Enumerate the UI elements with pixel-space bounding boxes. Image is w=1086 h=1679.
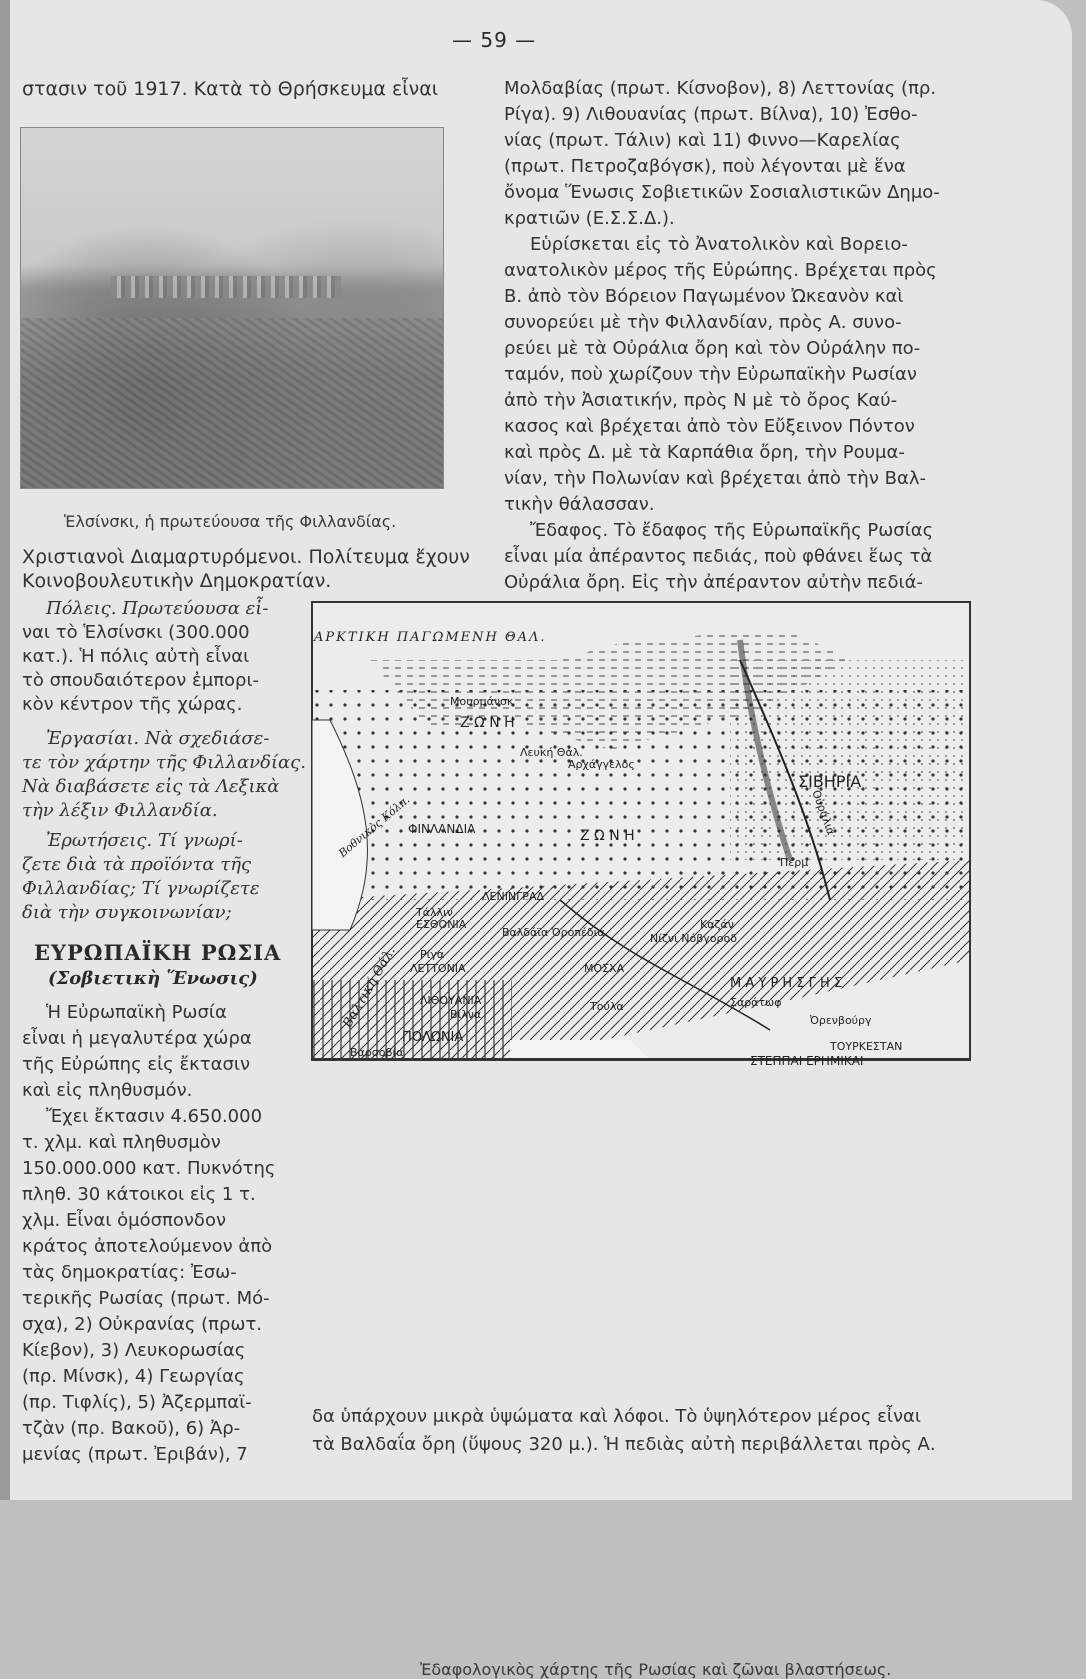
map-label-valdai: Βαλδάϊα Ὀροπέδια [502,926,605,939]
erotiseis-line: Ἐρωτήσεις. Τί γνωρί- [46,830,243,851]
map-label-perm: Πέρμ [780,856,809,869]
left-paragraph-line: Κοινοβουλευτικὴν Δημοκρατίαν. [22,570,332,592]
body-line: τ. χλμ. καὶ πληθυσμὸν [22,1132,221,1153]
photo-shoreline [21,318,443,488]
map-label-siberia: ΣΙΒΗΡΙΑ [798,772,862,791]
map-label-lithuania: ΛΙΘΟΥΑΝΙΑ [420,994,482,1007]
body-line: κράτος ἀποτελούμενον ἀπὸ [22,1236,273,1257]
right-line: Εὑρίσκεται εἰς τὸ Ἀνατολικὸν καὶ Βορειο- [530,234,908,255]
poleis-line: κατ.). Ἡ πόλις αὐτὴ εἶναι [22,646,250,667]
right-line: συνορεύει μὲ τὴν Φιλλανδίαν, πρὸς Α. συνο- [504,312,902,333]
body-line: τερικῆς Ρωσίας (πρωτ. Μό- [22,1288,270,1309]
page-number: — 59 — [452,28,537,52]
right-line: ἀπὸ τὴν Ἀσιατικήν, πρὸς Ν μὲ τὸ ὄρος Καύ- [504,390,898,411]
map-label-tallinn: Τάλλιν [416,906,453,919]
map-label-poland: ΠΟΛΩΝΙΑ [402,1030,464,1045]
section-subheading: (Σοβιετικὴ Ἕνωσις) [48,968,258,989]
ergasiai-line: Ἐργασίαι. Νὰ σχεδιάσε- [46,728,270,749]
right-line: εἶναι μία ἀπέραντος πεδιάς, ποὺ φθάνει ἕως τὰ [504,546,933,567]
body-line: Κίεβον), 3) Λευκορωσίας [22,1340,246,1361]
body-line: εἶναι ἡ μεγαλυτέρα χώρα [22,1028,252,1049]
right-bottom-line: δα ὑπάρχουν μικρὰ ὑψώματα καὶ λόφοι. Τὸ ὑψηλότερον μέρος εἶναι [312,1406,921,1427]
map-label-nizhni: Νίζνι Νόβγοροδ [650,932,737,945]
body-line: σχα), 2) Οὐκρανίας (πρωτ. [22,1314,263,1335]
body-line: Ἔχει ἔκτασιν 4.650.000 [46,1106,263,1127]
body-line: τζὰν (πρ. Βακοῦ), 6) Ἀρ- [22,1418,241,1439]
body-line: τὰς δημοκρατίας: Ἐσω- [22,1262,237,1283]
body-line: πληθ. 30 κάτοικοι εἰς 1 τ. [22,1184,256,1205]
page-edge [0,0,10,1500]
left-paragraph-line: Χριστιανοὶ Διαμαρτυρόμενοι. Πολίτευμα ἔχουν [22,546,470,568]
map-label-riga: Ρίγα [420,948,445,961]
right-line: καὶ πρὸς Δ. μὲ τὰ Καρπάθια ὄρη, τὴν Ρουμα- [504,442,905,463]
map-label-vilna: Βίλνα [450,1008,482,1021]
map-labels [310,600,974,1648]
ergasiai-line: τὴν λέξιν Φιλλανδία. [22,800,218,821]
map-label-kazan: Καζάν [700,918,734,931]
poleis-line: τὸ σπουδαιότερον ἐμπορι- [22,670,260,691]
map-label-ural: Οὐράλια [809,788,838,837]
right-line: νίας (πρωτ. Τάλιν) καὶ 11) Φιννο—Καρελίας [504,130,901,151]
map-label-arctic: ΑΡΚΤΙΚΗ ΠΑΓΩΜΕΝΗ ΘΑΛ. [314,630,547,645]
map-label-finland: ΦΙΝΛΑΝΔΙΑ [408,822,476,836]
right-line: κρατιῶν (Ε.Σ.Σ.Δ.). [504,208,675,229]
right-line: Ἔδαφος. Τὸ ἔδαφος τῆς Εὐρωπαϊκῆς Ρωσίας [530,520,934,541]
right-line: Οὐράλια ὄρη. Εἰς τὴν ἀπέραντον αὐτὴν πεδιά- [504,572,924,593]
map-label-black-earth: Μ Α Υ Ρ Η Σ Γ Η Σ [730,976,843,991]
right-line: Ρίγα). 9) Λιθουανίας (πρωτ. Βίλνα), 10) Ἐσθο- [504,104,918,125]
map-label-murmansk: Μουρμάνσκ [450,695,514,708]
ergasiai-line: τε τὸν χάρτην τῆς Φιλλανδίας. [22,752,306,773]
map-label-forest-zone: Ζ Ω Ν Η [580,828,635,844]
right-line: ρεύει μὲ τὰ Οὐράλια ὄρη καὶ τὸν Οὐράλην πο- [504,338,921,359]
erotiseis-line: ζετε διὰ τὰ προϊόντα τῆς [22,854,252,875]
ergasiai-line: Νὰ διαβάσετε εἰς τὰ Λεξικὰ [22,776,280,797]
map-label-orenburg: Ὀρενβούργ [810,1014,872,1027]
body-line: καὶ εἰς πληθυσμόν. [22,1080,193,1101]
right-line: ὄνομα Ἕνωσις Σοβιετικῶν Σοσιαλιστικῶν Δημο- [504,182,940,203]
map-label-latvia: ΛΕΤΤΟΝΙΑ [410,962,466,975]
map-label-steppe-desert: ΣΤΕΠΠΑΙ ΕΡΗΜΙΚΑΙ [750,1054,864,1068]
erotiseis-line: διὰ τὴν συγκοινωνίαν; [22,902,232,923]
map-label-arkhangelsk: Ἀρχάγγελος [568,758,635,771]
erotiseis-line: Φιλλανδίας; Τί γνωρίζετε [22,878,260,899]
body-line: χλμ. Εἶναι ὁμόσπονδον [22,1210,227,1231]
right-line: νίαν, τὴν Πολωνίαν καὶ βρέχεται ἀπὸ τὴν Βαλ- [504,468,926,489]
section-heading: ΕΥΡΩΠΑΪΚΗ ΡΩΣΙΑ [34,940,282,965]
body-line: (πρ. Τιφλίς), 5) Ἀζερμπαϊ- [22,1392,252,1413]
right-line: (πρωτ. Πετροζαβόγσκ), ποὺ λέγονται μὲ ἕνα [504,156,906,177]
map-label-bothnia: Βοθνικὸς Κόλπ. [336,793,413,860]
map-label-leningrad: ΛΕΝΙΝΓΡΑΔ [482,890,544,903]
helsinki-photo [20,127,444,489]
body-line: (πρ. Μίνσκ), 4) Γεωργίας [22,1366,245,1387]
right-line: ανατολικὸν μέρος τῆς Εὐρώπης. Βρέχεται πρὸς [504,260,937,281]
right-line: τικὴν θάλασσαν. [504,494,655,515]
photo-town-skyline [111,276,341,298]
left-top-line: στασιν τοῦ 1917. Κατὰ τὸ Θρήσκευμα εἶναι [22,78,439,100]
map-label-baltic: Βαλτική Θάλ. [340,944,399,1031]
poleis-line: Πόλεις. Πρωτεύουσα εἶ- [46,598,269,619]
body-line: μενίας (πρωτ. Ἐριβάν), 7 [22,1444,248,1465]
map-label-tula: Τούλα [590,1000,624,1013]
right-line: Β. ἀπὸ τὸν Βόρειον Παγωμένον Ὠκεανὸν καὶ [504,286,904,307]
poleis-line: κὸν κέντρον τῆς χώρας. [22,694,243,715]
map-label-saratov: Σαράτωφ [730,996,782,1009]
map-label-warsaw: Βαρσοβία [350,1046,404,1059]
map-caption: Ἐδαφολογικὸς χάρτης τῆς Ρωσίας καὶ ζῶναι βλαστήσεως. [420,1660,892,1679]
map-label-white-sea: Λευκή Θάλ. [520,746,583,759]
right-line: ταμόν, ποὺ χωρίζουν τὴν Εὐρωπαϊκὴν Ρωσίαν [504,364,917,385]
right-bottom-line: τὰ Βαλδαΐα ὄρη (ὕψους 320 μ.). Ἡ πεδιὰς αὐτὴ περιβάλλεται πρὸς Α. [312,1434,936,1455]
body-line: τῆς Εὐρώπης εἰς ἔκτασιν [22,1054,251,1075]
map-label-turkestan: ΤΟΥΡΚΕΣΤΑΝ [830,1040,903,1053]
map-label-moscow: ΜΟΣΧΑ [584,962,625,975]
body-line: Ἡ Εὐρωπαϊκὴ Ρωσία [46,1002,227,1023]
photo-caption: Ἑλσίνσκι, ἡ πρωτεύουσα τῆς Φιλλανδίας. [64,512,397,531]
poleis-line: ναι τὸ Ἑλσίνσκι (300.000 [22,622,250,643]
right-line: Μολδαβίας (πρωτ. Κίσνοβον), 8) Λεττονίας (πρ. [504,78,937,99]
right-line: κασος καὶ βρέχεται ἀπὸ τὸν Εὔξεινον Πόντον [504,416,915,437]
body-line: 150.000.000 κατ. Πυκνότης [22,1158,276,1179]
map-label-tundra-zone: Ζ Ω Ν Η [460,715,515,731]
map-label-estonia: ΕΣΘΟΝΙΑ [416,918,467,931]
